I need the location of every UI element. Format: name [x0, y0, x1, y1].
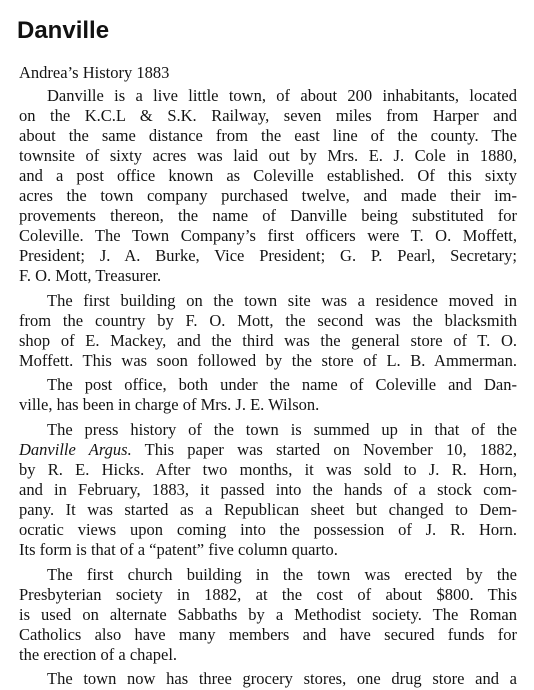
- text-line: Coleville. The Town Company’s first officers were T. O. Moffett,: [19, 226, 517, 245]
- text-line-rest: This paper was started on November 10, 1882,: [131, 440, 517, 459]
- text-line: shop of E. Mackey, and the third was the general store of T. O.: [19, 331, 517, 350]
- text-line: acres the town company purchased twelve, and made their im-: [19, 186, 517, 205]
- text-line: from the country by F. O. Mott, the second was the blacksmith: [19, 311, 517, 330]
- text-line: is used on alternate Sabbaths by a Methodist society. The Roman: [19, 605, 517, 624]
- text-line: F. O. Mott, Treasurer.: [19, 266, 162, 285]
- text-line: Catholics also have many members and have secured funds for: [19, 625, 517, 644]
- text-line: Moffett. This was soon followed by the store of L. B. Ammerman.: [19, 351, 517, 370]
- text-line: townsite of sixty acres was laid out by Mrs. E. J. Cole in 1880,: [19, 146, 517, 165]
- text-line: and in February, 1883, it passed into the hands of a stock com-: [19, 480, 517, 499]
- text-line: about the same distance from the east line of the county. The: [19, 126, 517, 145]
- text-line: by R. E. Hicks. After two months, it was sold to J. R. Horn,: [19, 460, 517, 479]
- page-title: Danville: [17, 17, 110, 44]
- text-line: The press history of the town is summed up in that of the: [47, 420, 517, 439]
- text-line: provements thereon, the name of Danville being substituted for: [19, 206, 517, 225]
- text-line: ville, has been in charge of Mrs. J. E. Wilson.: [19, 395, 320, 414]
- text-line: The town now has three grocery stores, one drug store and a: [47, 669, 517, 688]
- text-line: pany. It was started as a Republican sheet but changed to Dem-: [19, 500, 517, 519]
- text-line: Presbyterian society in 1882, at the cost of about $800. This: [19, 585, 517, 604]
- text-line: The first building on the town site was a residence moved in: [47, 291, 517, 310]
- text-line: [19, 440, 517, 460]
- text-line: The first church building in the town was erected by the: [47, 565, 517, 584]
- text-line: the erection of a chapel.: [19, 645, 178, 664]
- text-line: The post office, both under the name of Coleville and Dan-: [47, 375, 517, 394]
- text-line: President; J. A. Burke, Vice President; G. P. Pearl, Secretary;: [19, 246, 517, 265]
- source-subtitle: Andrea’s History 1883: [19, 63, 170, 82]
- text-line: ocratic views upon coming into the possession of J. R. Horn.: [19, 520, 517, 539]
- text-line: Its form is that of a “patent” five column quarto.: [19, 540, 338, 559]
- text-line: on the K.C.L & S.K. Railway, seven miles from Harper and: [19, 106, 517, 125]
- newspaper-title: Danville Argus.: [19, 440, 132, 459]
- text-line: and a post office known as Coleville established. Of this sixty: [19, 166, 517, 185]
- text-line: Danville is a live little town, of about 200 inhabitants, located: [47, 86, 517, 105]
